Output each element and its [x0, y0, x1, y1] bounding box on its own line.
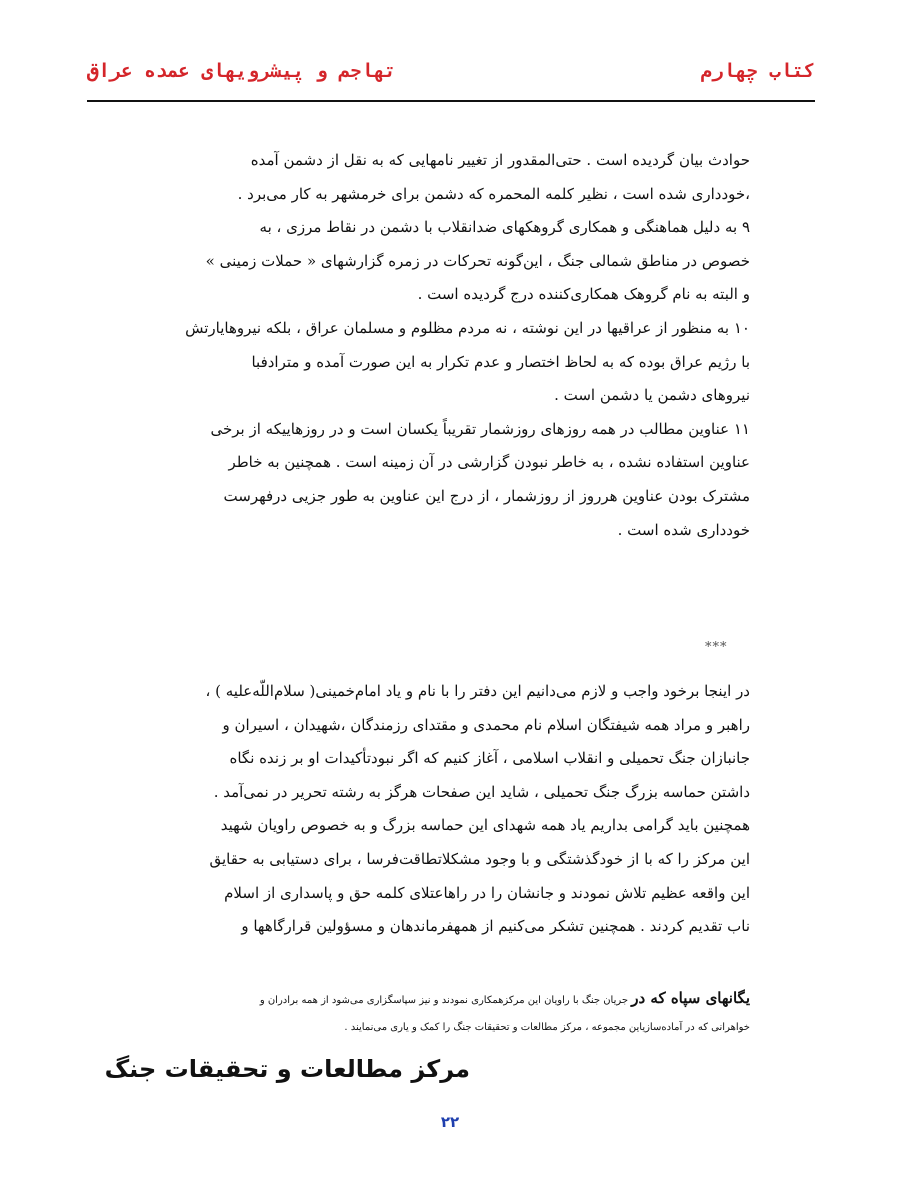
bold-text: یگانهای سپاه که در	[631, 989, 750, 1007]
text-line: این مرکز را که با از خودگذشتگی و با وجود مشکلاتطاقت‌فرسا ، برای دستیابی به حقایق	[209, 849, 750, 868]
text-line: با رژیم عراق بوده که به لحاظ اختصار و عدم تکرار به این صورت آمده و مترادفبا	[251, 352, 750, 371]
book-title: کتاب چهارم	[700, 60, 815, 82]
text-line: داشتن حماسه بزرگ جنگ تحمیلی ، شاید این صفحات هرگز به رشته تحریر در نمی‌آمد .	[213, 782, 750, 801]
text-line: خودداری شده است .	[617, 520, 750, 539]
text-line: ۱۰ به منظور از عراقیها در این نوشته ، نه مردم مظلوم و مسلمان عراق ، بلکه نیروهایارتش	[185, 318, 750, 337]
text-line: نیروهای دشمن یا دشمن است .	[554, 386, 750, 405]
signature: مرکز مطالعات و تحقیقات جنگ	[104, 1055, 470, 1083]
text-line: در اینجا برخود واجب و لازم می‌دانیم این دفتر را با نام و یاد امام‌خمینی( سلام‌اللّه‌علیه ) ،	[205, 682, 750, 700]
header-divider	[87, 100, 815, 102]
chapter-title: تهاجم و پیشرویهای عمده عراق	[87, 60, 396, 82]
text-line: ۹ به دلیل هماهنگی و همکاری گروهکهای ضدانقلاب با دشمن در نقاط مرزی ، به	[259, 218, 750, 237]
text-line: عناوین استفاده نشده ، به خاطر نبودن گزارشی در آن زمینه است . همچنین به خاطر	[228, 453, 750, 472]
closing-small-line: خواهرانی که در آماده‌سازیاین مجموعه ، مرکز مطالعات و تحقیقات جنگ را کمک و یاری می‌نمایند .	[344, 1022, 750, 1033]
text-line: حوادث بیان گردیده است . حتی‌المقدور از تغییر نامهایی که به نقل از دشمن آمده	[250, 151, 750, 169]
mixed-size-line	[150, 983, 750, 1016]
text-line: خصوص در مناطق شمالی جنگ ، این‌گونه تحرکات در زمره گزارشهای « حملات زمینی »	[205, 251, 750, 270]
text-line: ،خودداری شده است ، نظیر کلمه المحمره که دشمن برای خرمشهر به کار می‌برد .	[237, 184, 750, 203]
small-text: جریان جنگ با راویان این مرکزهمکاری نمودند و نیز سپاسگزاری می‌شود از همه برادران و	[259, 995, 632, 1006]
text-line: ۱۱ عناوین مطالب در همه روزهای روزشمار تقریباً یکسان است و در روزهاییکه از برخی	[210, 419, 750, 438]
text-line: مشترک بودن عناوین هرروز از روزشمار ، از درج این عناوین به طور جزیی درفهرست	[223, 486, 750, 505]
running-header	[87, 56, 815, 102]
text-line: و البته به نام گروهک همکاری‌کننده درج گردیده است .	[417, 285, 750, 304]
text-line: ناب تقدیم کردند . همچنین تشکر می‌کنیم از همهفرماندهان و مسؤولین قرارگاهها و	[241, 917, 750, 936]
page-number: ۲۲	[440, 1113, 460, 1131]
section-separator: ***	[705, 640, 728, 655]
text-line: همچنین باید گرامی بداریم یاد همه شهدای این حماسه بزرگ و به خصوص راویان شهید	[220, 816, 750, 835]
text-line: این واقعه عظیم تلاش نمودند و جانشان را در راهاعتلای کلمه حق و پاسداری از اسلام	[224, 883, 750, 902]
text-line: راهبر و مراد همه شیفتگان اسلام نام محمدی و مقتدای رزمندگان ،شهیدان ، اسیران و	[222, 715, 750, 734]
text-line: جانبازان جنگ تحمیلی و انقلاب اسلامی ، آغاز کنیم که اگر نبودتأکیدات او بر زنده نگاه	[229, 749, 750, 768]
acknowledgement-block	[150, 675, 750, 944]
notes-block	[150, 144, 750, 547]
